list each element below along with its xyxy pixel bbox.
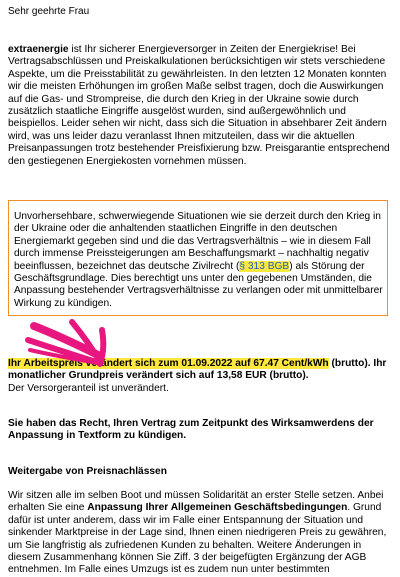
- notice-text-before: Unvorhersehbare, schwerwiegende Situationen wie sie derzeit durch den Krieg in der Ukraine oder die anhaltenden staatlichen Eingriffe in den deutschen Energiemarkt gegeben sind und die das Vertragsverhältnis – wie in diesem Fall durch immense Preissteigerungen am Beschaffungsmarkt – nachhaltig negativ beeinflussen, bezeichnet das deutsche Zivilrecht (: [14, 211, 381, 272]
- terms-update-bold: Anpassung Ihrer Allgemeinen Geschäftsbedingungen: [87, 502, 348, 514]
- price-text: (brutto). Ihr monatlicher Grundpreis verändert sich auf 13,58 EUR (brutto).: [8, 358, 387, 382]
- discount-text-before: Wir sitzen alle im selben Boot und müssen Solidarität an erster Stelle setzen. Anbei erhalten Sie eine: [8, 490, 384, 514]
- discount-text-after: . Grund dafür ist unter anderem, dass wir im Falle einer Entspannung der Situation und sinkender Marktpreise in der Lage sind, Ihnen einen niedrigeren Preis zu gewähren, um Sie langfristig als zufriedenen Kunden zu behalten. Weitere Änderungen in diesem Zusammenhang können Sie Ziff. 3 der beigefügten Ergänzung der AGB entnehmen. Im Falle eines Umzugs ist es zudem nun unter bestimmten: [8, 502, 387, 576]
- law-reference: § 313 BGB: [239, 260, 290, 272]
- intro-text: ist Ihr sicherer Energieversorger in Zeiten der Energiekrise! Bei Vertragsabschlüssen und Preiskalkulationen berücksichtigen wir stets verschiedene Aspekte, um die Preisstabilität zu gewährleisten. In den letzten 12 Monaten konnten wir die meisten Erhöhungen im großen Maße selbst tragen, doch die Auswirkungen auf die Gas- und Strompreise, die durch den Krieg in der Ukraine sowie durch zusätzlich staatliche Eingriffe ausgelöst wurden, sind außergewöhnlich und beispiellos. Leider sehen wir nicht, dass sich die Situation in absehbarer Zeit ändern wird, was uns leider dazu veranlasst Ihnen mitzuteilen, dass wir die aktuellen Preisanpassungen trotz bestehender Preisfixierung bzw. Preisgarantie entsprechend den gestiegenen Energiekosten vornehmen müssen.: [8, 44, 390, 167]
- legal-notice-text: [14, 211, 386, 310]
- price-headline: [8, 358, 392, 383]
- notice-text-after: ) als Störung der Geschäftsgrundlage. Dies berechtigt uns unter den gegebenen Umständen, die Anpassung bestehender Vertragsverhältnisse zu verlangen oder mit unmittelbarer Wirkung zu kündigen.: [14, 260, 383, 309]
- company-name: extraenergie: [8, 44, 69, 55]
- legal-notice-box: [8, 200, 388, 316]
- highlighted-price-text: Ihr Arbeitspreis verändert sich zum 01.09.2022 auf 67.47 Cent/kWh: [8, 358, 329, 369]
- price-change-block: [8, 358, 392, 395]
- supplier-share-note: Der Versorgeranteil ist unverändert.: [8, 382, 169, 394]
- greeting: Sehr geehrte Frau: [8, 6, 90, 17]
- intro-paragraph: [8, 44, 392, 168]
- letter-page: [8, 0, 392, 574]
- discount-heading: Weitergabe von Preisnachlässen: [8, 466, 167, 477]
- cancellation-right: Sie haben das Recht, Ihren Vertrag zum Zeitpunkt des Wirksamwerdens der Anpassung in Textform zu kündigen.: [8, 418, 374, 442]
- discount-paragraph: [8, 490, 392, 577]
